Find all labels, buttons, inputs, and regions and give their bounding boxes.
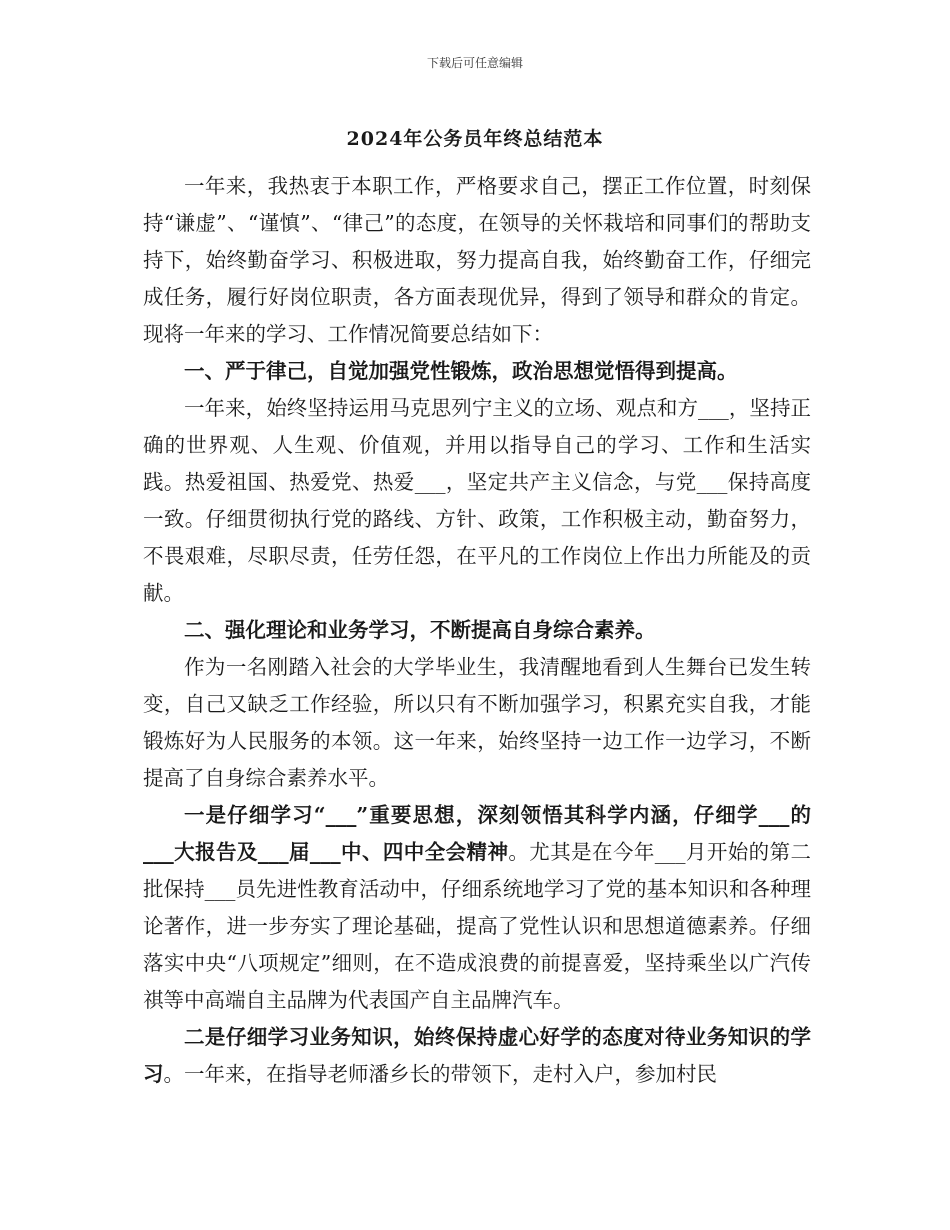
section-heading-1: 一、严于律己，自觉加强党性锻炼，政治思想觉悟得到提高。 — [184, 359, 738, 383]
section-2-paragraph: 作为一名刚踏入社会的大学毕业生，我清醒地看到人生舞台已发生转变，自己又缺乏工作经验，所以只有不断加强学习，积累充实自我，才能锻炼好为人民服务的本领。这一年来，始终坚持一边工作一边学习，不断提高了自身综合素养水平。 — [143, 655, 811, 790]
point-two-text: 。一年来，在指导老师潘乡长的带领下，走村入户，参加村民 — [163, 1062, 717, 1086]
point-two-paragraph — [143, 1019, 811, 1093]
intro-paragraph: 一年来，我热衷于本职工作，严格要求自己，摆正工作位置，时刻保持“谦虚”、“谨慎”、“律己”的态度，在领导的关怀栽培和同事们的帮助支持下，始终勤奋学习、积极进取，努力提高自我，始终勤奋工作，仔细完成任务，履行好岗位职责，各方面表现优异，得到了领导和群众的肯定。现将一年来的学习、工作情况简要总结如下： — [143, 174, 811, 346]
point-two-lead: 二是仔细学习业务知识，始终保持虚心好学的态度对待业务知识的学习 — [143, 1025, 811, 1086]
point-one-lead: 一是仔细学习“___”重要思想，深刻领悟其科学内涵，仔细学___的___大报告及___届___中、四中全会精神 — [143, 803, 811, 864]
document-body — [143, 168, 811, 1093]
page-header-note: 下载后可任意编辑 — [426, 56, 523, 70]
point-one-paragraph — [143, 797, 811, 1019]
point-one-text: 。尤其是在今年___月开始的第二批保持___员先进性教育活动中，仔细系统地学习了党的基本知识和各种理论著作，进一步夯实了理论基础，提高了党性认识和思想道德素养。仔细落实中央“八项规定”细则，在不造成浪费的前提喜爱，坚持乘坐以广汽传祺等中高端自主品牌为代表国产自主品牌汽车。 — [143, 840, 812, 1012]
document-title: 2024年公务员年终总结范本 — [346, 128, 604, 150]
section-1-paragraph: 一年来，始终坚持运用马克思列宁主义的立场、观点和方___，坚持正确的世界观、人生观、价值观，并用以指导自己的学习、工作和生活实践。热爱祖国、热爱党、热爱___，坚定共产主义信念，与党___保持高度一致。仔细贯彻执行党的路线、方针、政策，工作积极主动，勤奋努力，不畏艰难，尽职尽责，任劳任怨，在平凡的工作岗位上作出力所能及的贡献。 — [143, 396, 811, 605]
section-heading-2: 二、强化理论和业务学习，不断提高自身综合素养。 — [184, 618, 656, 642]
